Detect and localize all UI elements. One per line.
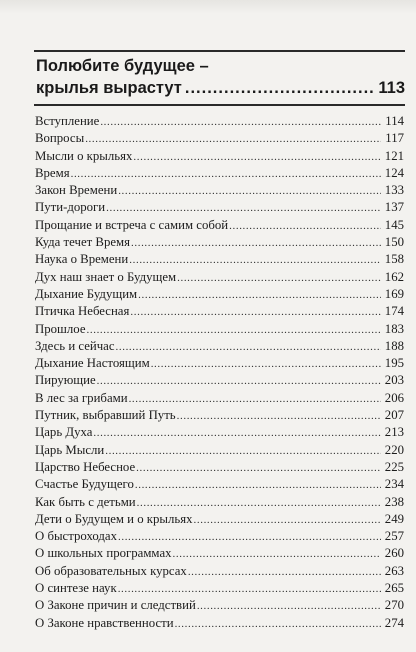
toc-entry-page: 260 bbox=[384, 546, 404, 561]
toc-entry-title: Вступление bbox=[35, 114, 100, 128]
toc-entry-title: О быстроходах bbox=[35, 529, 117, 544]
toc-leader-dots bbox=[87, 322, 381, 339]
toc-entry-title: О Законе причин и следствий bbox=[35, 598, 196, 613]
toc-entry-page: 162 bbox=[384, 269, 404, 284]
toc-entry bbox=[35, 165, 404, 182]
toc-entry bbox=[35, 597, 404, 614]
toc-entry-page: 137 bbox=[384, 200, 404, 215]
toc-entry-title: В лес за грибами bbox=[35, 390, 128, 405]
toc-entry bbox=[35, 251, 404, 268]
toc-leader-dots bbox=[118, 183, 381, 200]
toc-entry bbox=[35, 286, 404, 303]
toc-entry-title: Как быть с детьми bbox=[35, 494, 136, 509]
toc-leader-dots bbox=[177, 408, 381, 425]
toc-entry-title: Дети о Будущем и о крыльях bbox=[35, 511, 193, 526]
toc-entry-title: О Законе нравственности bbox=[35, 615, 174, 630]
section-page-number: 113 bbox=[378, 79, 405, 97]
toc-entry-page: 263 bbox=[384, 563, 404, 578]
page-top-edge bbox=[0, 0, 416, 14]
toc-entry-page: 188 bbox=[384, 338, 404, 353]
toc-entry-title: Вопросы bbox=[35, 131, 85, 146]
toc-entry bbox=[35, 528, 404, 545]
toc-entry bbox=[35, 234, 404, 251]
toc-entry-page: 225 bbox=[384, 459, 404, 474]
toc-entry-title: Дух наш знает о Будущем bbox=[35, 269, 177, 284]
toc-entry-title: Прощание и встреча с самим собой bbox=[35, 217, 229, 232]
toc-entry-page: 121 bbox=[384, 148, 404, 163]
toc-entry-page: 238 bbox=[384, 494, 404, 509]
toc-leader-dots bbox=[137, 495, 381, 512]
toc-entry bbox=[35, 459, 404, 476]
toc-leader-dots bbox=[229, 218, 381, 235]
toc-entry-page: 220 bbox=[384, 442, 404, 457]
toc-entry bbox=[35, 545, 404, 562]
toc-leader-dots bbox=[71, 166, 381, 183]
toc-leader-dots bbox=[85, 131, 381, 148]
section-heading bbox=[34, 52, 405, 104]
toc-entry-title: О школьных программах bbox=[35, 546, 172, 561]
toc-leader-dots bbox=[136, 460, 381, 477]
toc-entry bbox=[35, 130, 404, 147]
toc-leader-dots bbox=[93, 425, 381, 442]
toc-leader-dots bbox=[197, 598, 381, 615]
toc-leader-dots bbox=[151, 356, 381, 373]
toc-entry bbox=[35, 321, 404, 338]
toc-entry-title: О синтезе наук bbox=[35, 581, 117, 596]
toc-entry-page: 195 bbox=[384, 356, 404, 371]
toc-leader-dots bbox=[106, 200, 381, 217]
section-title-line1: Полюбите будущее – bbox=[36, 57, 209, 75]
toc-entry bbox=[35, 511, 404, 528]
toc-entry-title: Птичка Небесная bbox=[35, 304, 130, 319]
toc-leader-dots bbox=[188, 564, 381, 581]
toc-entry bbox=[35, 563, 404, 580]
toc-leader-dots bbox=[138, 287, 381, 304]
toc-entry bbox=[35, 338, 404, 355]
toc-leader-dots bbox=[129, 391, 381, 408]
toc-entry bbox=[35, 407, 404, 424]
toc-leader-dots bbox=[173, 546, 381, 563]
toc-leader-dots bbox=[131, 235, 381, 252]
toc-entry-page: 203 bbox=[384, 373, 404, 388]
toc-entry bbox=[35, 199, 404, 216]
toc-entry-title: Дыхание Настоящим bbox=[35, 356, 150, 371]
toc-leader-dots bbox=[118, 581, 381, 598]
toc-entry-title: Закон Времени bbox=[35, 183, 118, 198]
toc-leader-dots bbox=[133, 149, 381, 166]
toc-leader-dots bbox=[194, 512, 381, 529]
toc-entry-title: Пути-дороги bbox=[35, 200, 106, 215]
toc-entry-title: Здесь и сейчас bbox=[35, 338, 115, 353]
toc-entry-title: Счастье Будущего bbox=[35, 477, 134, 492]
toc-leader-dots bbox=[177, 270, 381, 287]
toc-entry-title: Мысли о крыльях bbox=[35, 148, 133, 163]
toc-entry bbox=[35, 390, 404, 407]
toc-leader-dots bbox=[175, 616, 381, 633]
toc-entry-title: Царь Мысли bbox=[35, 442, 105, 457]
toc-entry-page: 213 bbox=[384, 425, 404, 440]
toc-entry-page: 117 bbox=[385, 131, 404, 146]
toc-entry-page: 270 bbox=[384, 598, 404, 613]
toc-entry-page: 265 bbox=[384, 581, 404, 596]
toc-entry-page: 174 bbox=[384, 304, 404, 319]
toc-entry bbox=[35, 476, 404, 493]
toc-entry bbox=[35, 303, 404, 320]
toc-leader-dots bbox=[100, 114, 381, 131]
toc-entry bbox=[35, 113, 404, 130]
toc-entry-title: Об образовательных курсах bbox=[35, 563, 187, 578]
toc-entry-title: Царство Небесное bbox=[35, 459, 136, 474]
toc-entry-page: 274 bbox=[384, 615, 404, 630]
section-rule-bottom bbox=[34, 104, 405, 106]
toc-entry bbox=[35, 182, 404, 199]
toc-entry-page: 114 bbox=[385, 114, 404, 128]
toc-entry-title: Время bbox=[35, 165, 70, 180]
toc-entry-page: 257 bbox=[384, 529, 404, 544]
toc-entry-page: 249 bbox=[384, 511, 404, 526]
toc-entry-title: Куда течет Время bbox=[35, 235, 131, 250]
toc-entry-title: Пирующие bbox=[35, 373, 96, 388]
toc-entry-page: 158 bbox=[384, 252, 404, 267]
toc-leader-dots bbox=[105, 443, 381, 460]
toc-entry-page: 124 bbox=[384, 165, 404, 180]
toc-leader-dots bbox=[129, 252, 381, 269]
toc-entry-page: 169 bbox=[384, 286, 404, 301]
toc-entry bbox=[35, 355, 404, 372]
toc-entry bbox=[35, 615, 404, 632]
toc-leader-dots bbox=[135, 477, 381, 494]
toc-entry bbox=[35, 217, 404, 234]
section-title-line2: крылья вырастут bbox=[36, 79, 182, 97]
toc-entry bbox=[35, 442, 404, 459]
toc-entry-page: 206 bbox=[384, 390, 404, 405]
toc-entry-title: Путник, выбравший Путь bbox=[35, 408, 176, 423]
toc-entry-page: 133 bbox=[384, 183, 404, 198]
toc-leader-dots bbox=[116, 339, 381, 356]
toc-entry-title: Дыхание Будущим bbox=[35, 286, 138, 301]
toc-entry bbox=[35, 424, 404, 441]
toc-entry-page: 207 bbox=[384, 408, 404, 423]
toc-entry bbox=[35, 580, 404, 597]
toc-entry-title: Царь Духа bbox=[35, 425, 93, 440]
toc-entry bbox=[35, 494, 404, 511]
toc-entry bbox=[35, 269, 404, 286]
toc-entry-title: Наука о Времени bbox=[35, 252, 129, 267]
toc-entry-page: 183 bbox=[384, 321, 404, 336]
toc-entry-page: 150 bbox=[384, 235, 404, 250]
section-leader-dots bbox=[185, 79, 375, 98]
table-of-contents bbox=[35, 113, 404, 632]
toc-entry-page: 234 bbox=[384, 477, 404, 492]
toc-leader-dots bbox=[130, 304, 381, 321]
toc-entry-title: Прошлое bbox=[35, 321, 86, 336]
toc-entry bbox=[35, 148, 404, 165]
toc-entry-page: 145 bbox=[384, 217, 404, 232]
toc-leader-dots bbox=[118, 529, 381, 546]
section-title-line2-row bbox=[36, 79, 405, 98]
toc-entry bbox=[35, 372, 404, 389]
toc-leader-dots bbox=[97, 373, 381, 390]
